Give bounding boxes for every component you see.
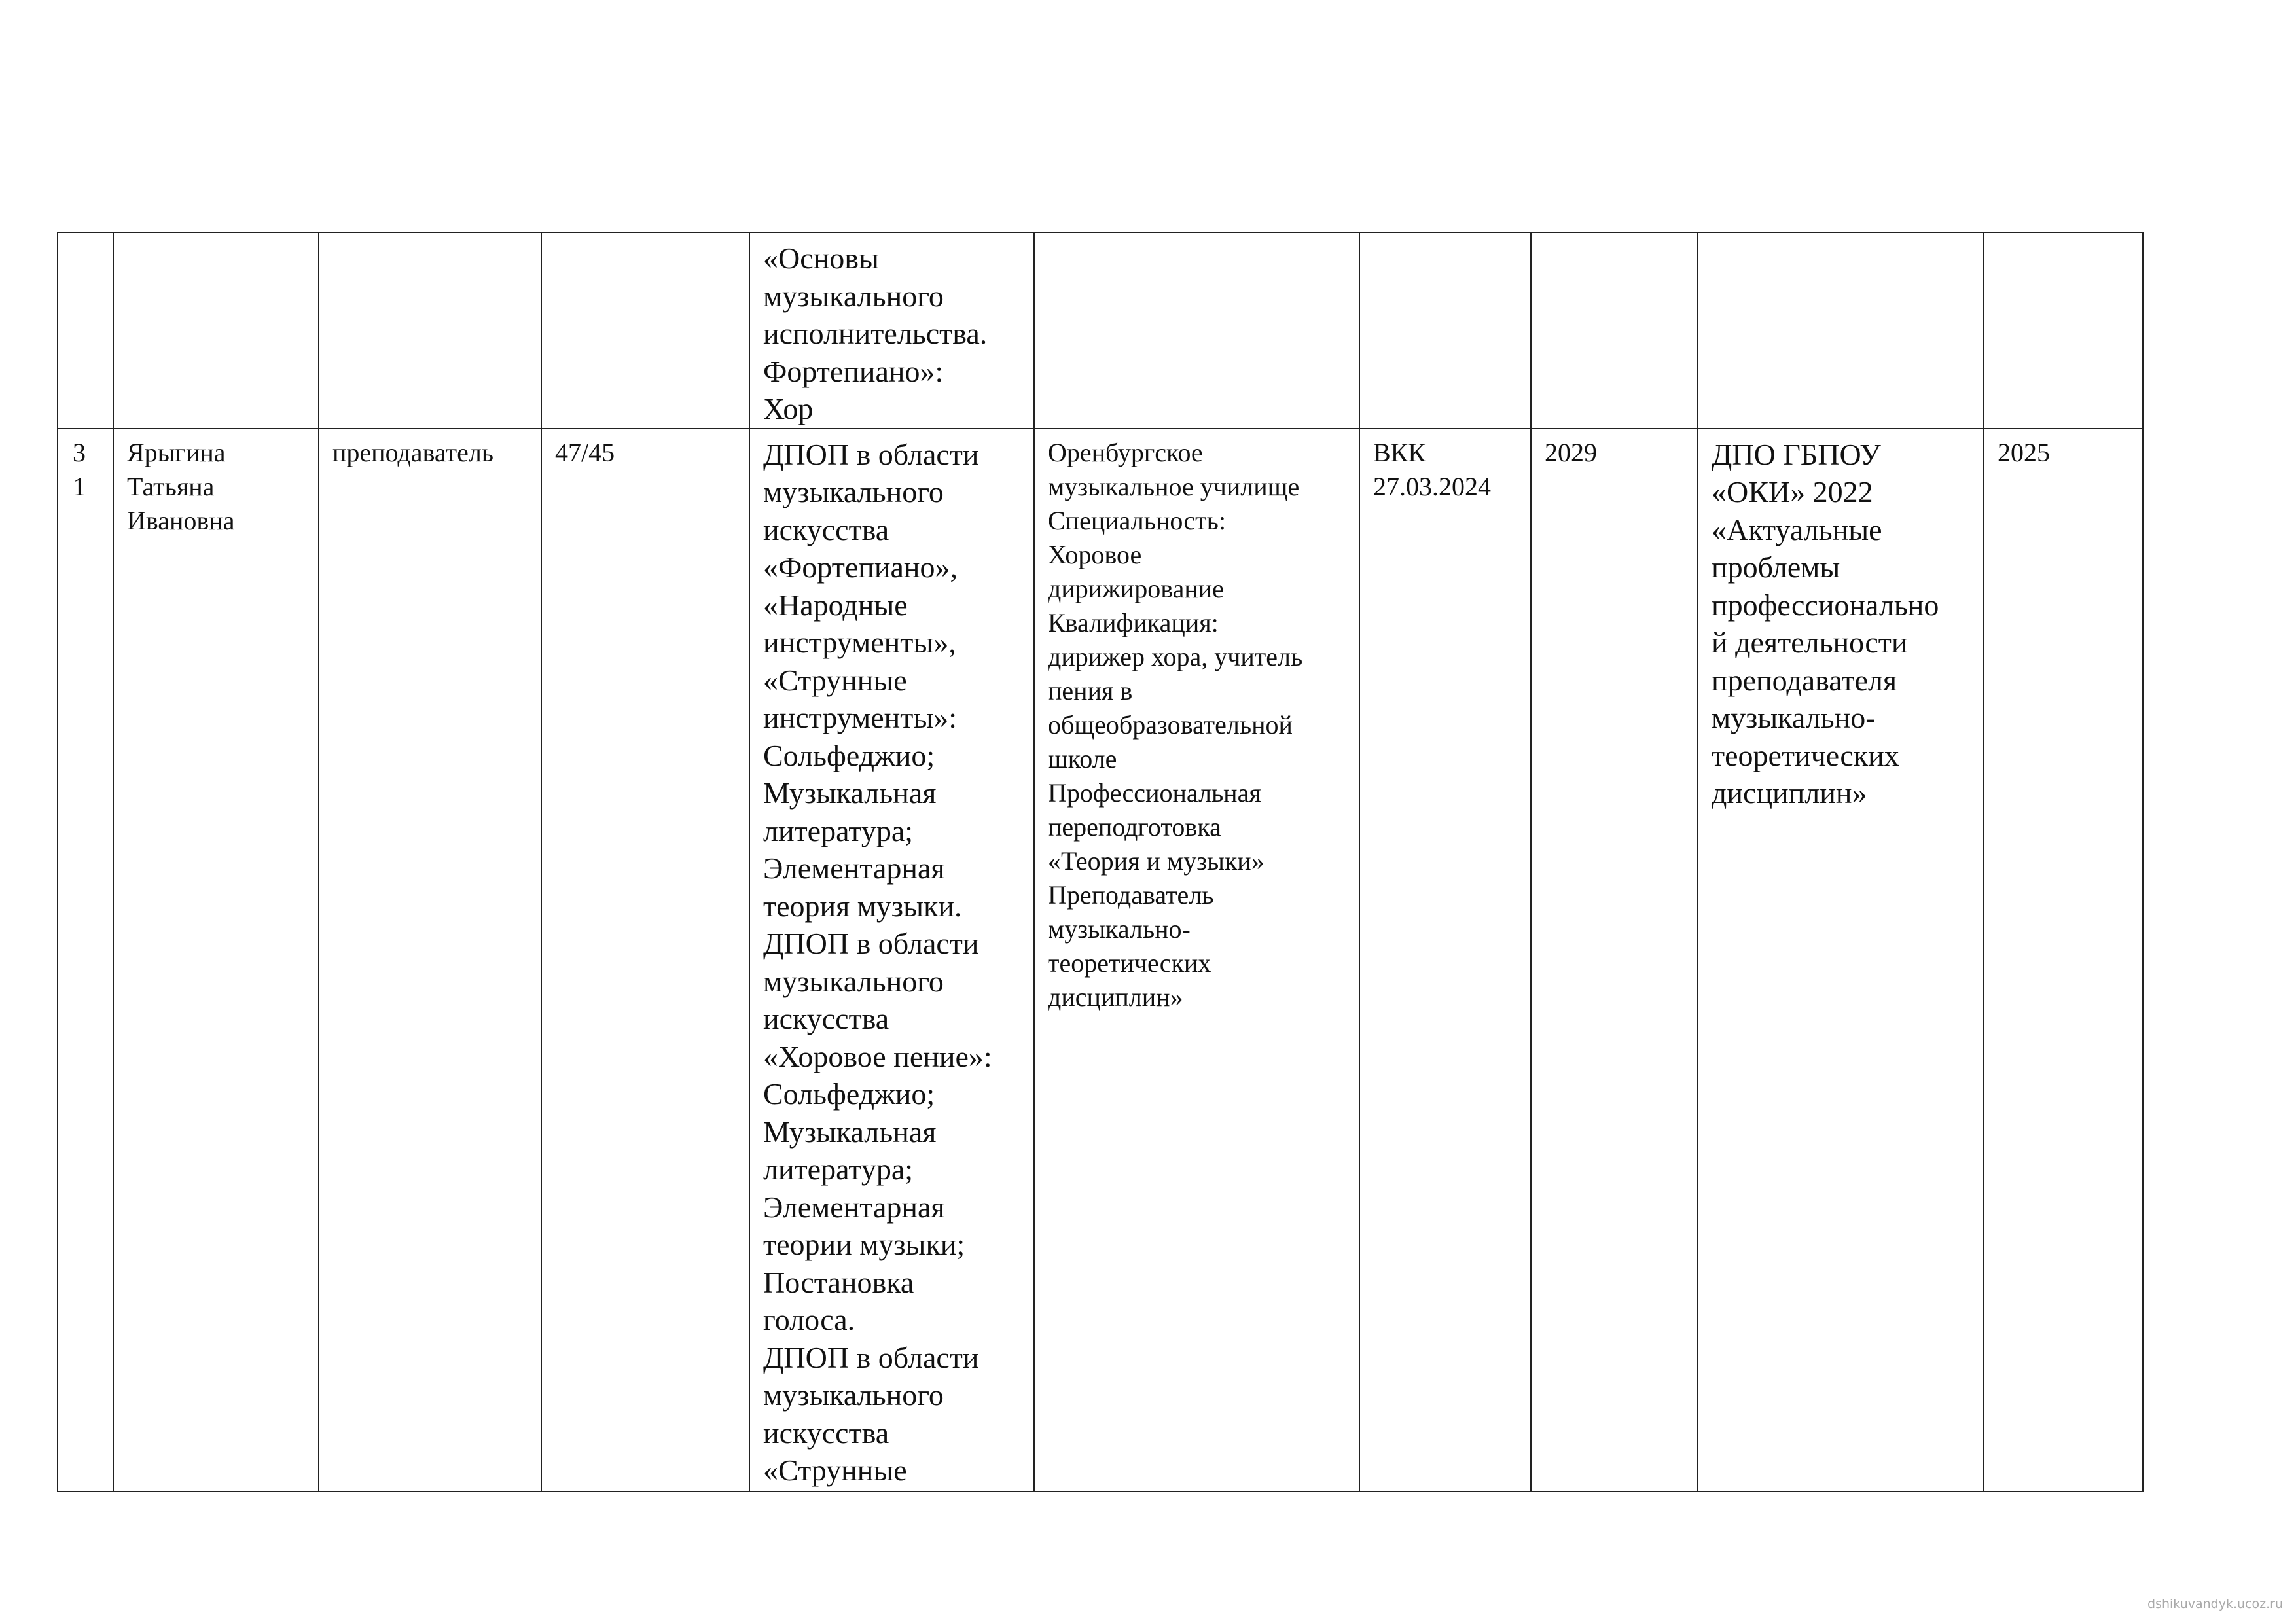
table-row <box>58 232 2143 429</box>
training-cell <box>1698 232 1984 429</box>
row-number-cell <box>58 232 113 429</box>
training-year-cell <box>1984 232 2143 429</box>
position-cell: преподаватель <box>319 429 541 1491</box>
category-cell: ВКК 27.03.2024 <box>1359 429 1531 1491</box>
experience-cell <box>541 232 749 429</box>
education-cell: Оренбургское музыкальное училище Специальность: Хоровое дирижирование Квалификация: дирижер хора, учитель пения в общеобразовательной школе Профессиональная переподготовка «Теория и музыки» Преподаватель музыкально- теоретических дисциплин» <box>1034 429 1359 1491</box>
full-name-cell <box>113 232 319 429</box>
certification-year-cell: 2029 <box>1531 429 1698 1491</box>
position-cell <box>319 232 541 429</box>
staff-table <box>57 232 2144 1492</box>
full-name-cell: Ярыгина Татьяна Ивановна <box>113 429 319 1491</box>
watermark: dshikuvandyk.ucoz.ru <box>2147 1597 2283 1611</box>
certification-year-cell <box>1531 232 1698 429</box>
training-cell: ДПО ГБПОУ «ОКИ» 2022 «Актуальные проблемы профессионально й деятельности преподавателя музыкально- теоретических дисциплин» <box>1698 429 1984 1491</box>
subjects-cell: «Основы музыкального исполнительства. Фортепиано»: Хор <box>749 232 1034 429</box>
experience-cell: 47/45 <box>541 429 749 1491</box>
training-year-cell: 2025 <box>1984 429 2143 1491</box>
table-row <box>58 429 2143 1491</box>
subjects-cell: ДПОП в области музыкального искусства «Фортепиано», «Народные инструменты», «Струнные инструменты»: Сольфеджио; Музыкальная литература; Элементарная теория музыки. ДПОП в области музыкального искусства «Хоровое пение»: Сольфеджио; Музыкальная литература; Элементарная теории музыки; Постановка голоса. ДПОП в области музыкального искусства «Струнные <box>749 429 1034 1491</box>
row-number-cell: 3 1 <box>58 429 113 1491</box>
category-cell <box>1359 232 1531 429</box>
education-cell <box>1034 232 1359 429</box>
